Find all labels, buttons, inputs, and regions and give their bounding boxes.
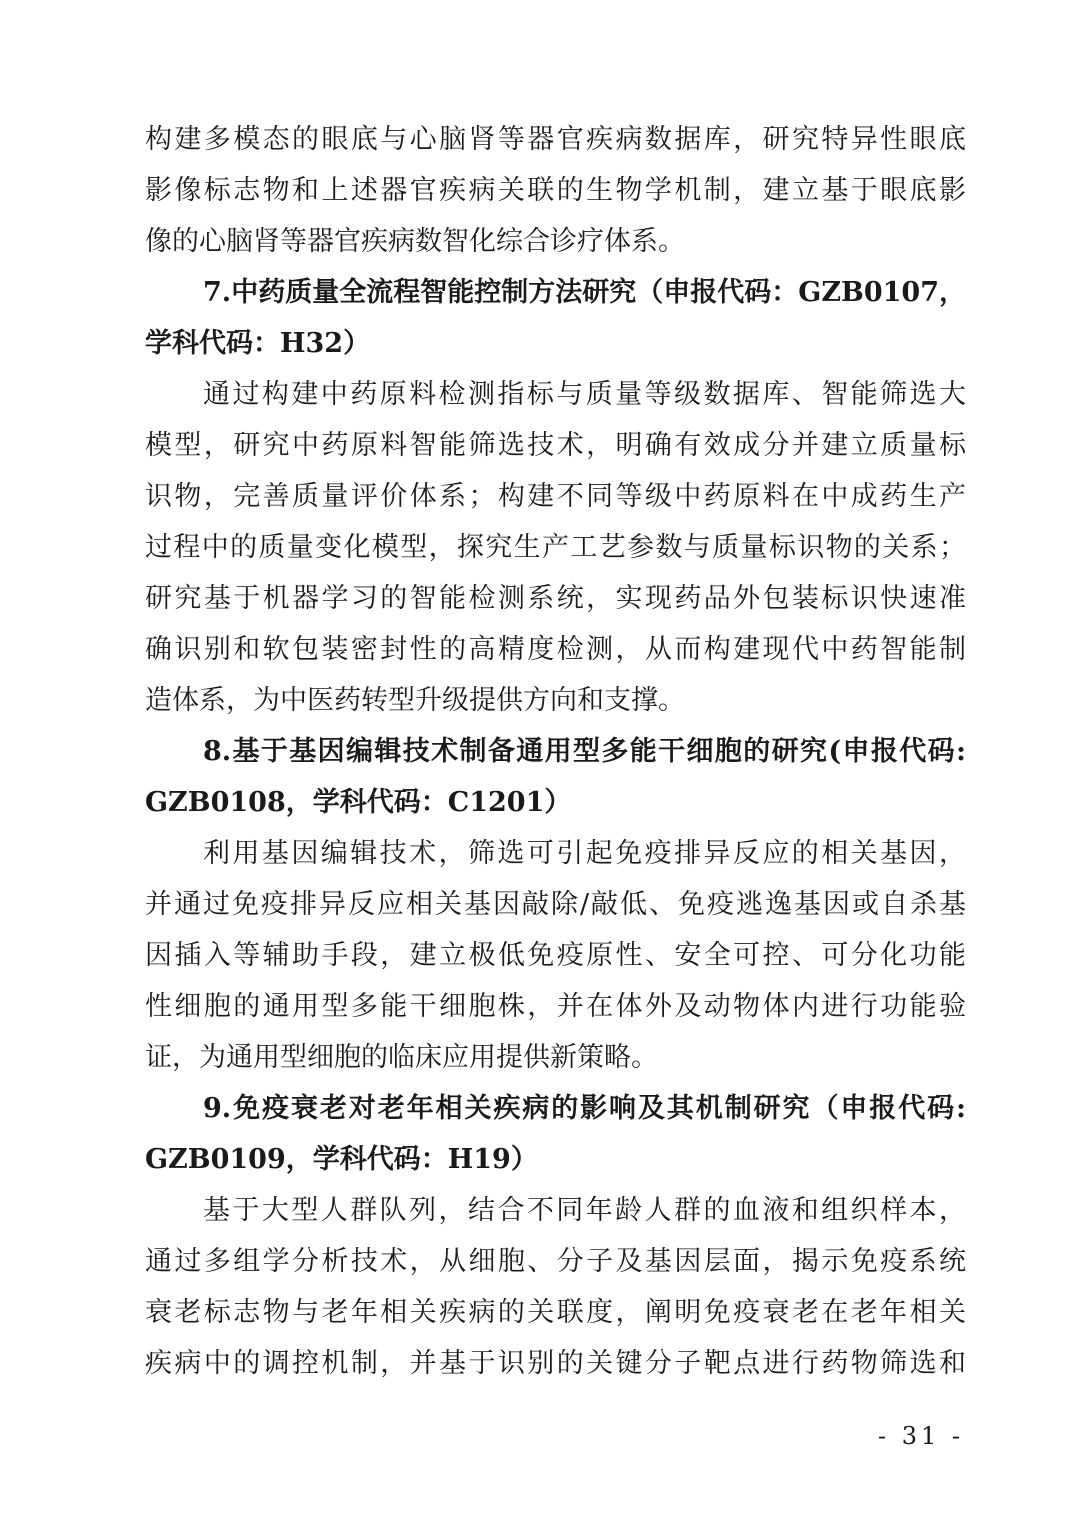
section-heading-line: 9.免疫衰老对老年相关疾病的影响及其机制研究（申报代码:	[203, 1093, 966, 1124]
paragraph-line: 衰老标志物与老年相关疾病的关联度，阐明免疫衰老在老年相关	[145, 1297, 966, 1328]
paragraph-line: 识物，完善质量评价体系；构建不同等级中药原料在中成药生产	[145, 481, 966, 512]
paragraph-line: 疾病中的调控机制，并基于识别的关键分子靶点进行药物筛选和	[145, 1348, 966, 1379]
section-heading-line: GZB0109，学科代码：H19）	[145, 1144, 538, 1175]
paragraph-line: 确识别和软包装密封性的高精度检测，从而构建现代中药智能制	[145, 634, 966, 665]
paragraph-line: 基于大型人群队列，结合不同年龄人群的血液和组织样本，	[203, 1195, 966, 1226]
section-heading-line: 学科代码：H32）	[145, 328, 371, 359]
paragraph-line: 性细胞的通用型多能干细胞株，并在体外及动物体内进行功能验	[145, 991, 966, 1022]
paragraph-line: 研究基于机器学习的智能检测系统，实现药品外包装标识快速准	[145, 583, 966, 614]
paragraph-line: 证，为通用型细胞的临床应用提供新策略。	[145, 1042, 658, 1073]
section-heading-line: 7.中药质量全流程智能控制方法研究（申报代码：GZB0107，	[203, 277, 966, 308]
paragraph-line: 因插入等辅助手段，建立极低免疫原性、安全可控、可分化功能	[145, 940, 966, 971]
paragraph-line: 并通过免疫排异反应相关基因敲除/敲低、免疫逃逸基因或自杀基	[145, 889, 966, 920]
page-number: - 31 -	[877, 1422, 964, 1450]
paragraph-line: 构建多模态的眼底与心脑肾等器官疾病数据库，研究特异性眼底	[145, 124, 966, 155]
section-heading-line: 8.基于基因编辑技术制备通用型多能干细胞的研究(申报代码:	[203, 736, 966, 767]
paragraph-line: 过程中的质量变化模型，探究生产工艺参数与质量标识物的关系；	[145, 532, 966, 563]
paragraph-line: 利用基因编辑技术，筛选可引起免疫排异反应的相关基因，	[203, 838, 966, 869]
paragraph-line: 模型，研究中药原料智能筛选技术，明确有效成分并建立质量标	[145, 430, 966, 461]
paragraph-line: 通过构建中药原料检测指标与质量等级数据库、智能筛选大	[203, 379, 966, 410]
paragraph-line: 像的心脑肾等器官疾病数智化综合诊疗体系。	[145, 226, 685, 257]
document-page	[145, 114, 966, 1389]
paragraph-line: 影像标志物和上述器官疾病关联的生物学机制，建立基于眼底影	[145, 175, 966, 206]
paragraph-line: 通过多组学分析技术，从细胞、分子及基因层面，揭示免疫系统	[145, 1246, 966, 1277]
section-heading-line: GZB0108，学科代码：C1201）	[145, 787, 572, 818]
paragraph-line: 造体系，为中医药转型升级提供方向和支撑。	[145, 685, 685, 716]
